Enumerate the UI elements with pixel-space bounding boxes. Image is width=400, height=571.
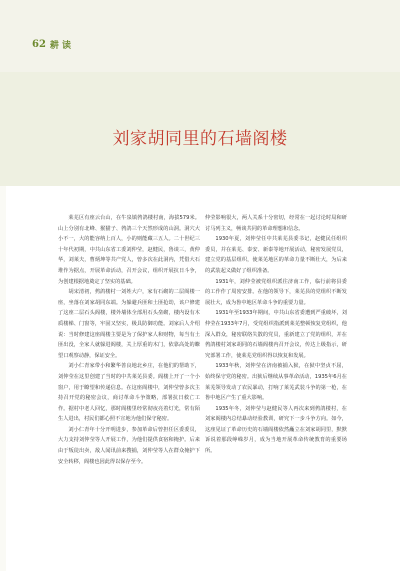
paragraph: 1933年秋，刘仲莹在济南被捕入狱，在狱中坚贞不屈，始终保守党的秘密。出狱后继续从事革命活动，1935年6月在莱芜领导发动了农民暴动，打响了莱芜武装斗争的第一枪，在鲁中地区产生了重大影响。 (205, 363, 347, 402)
paragraph: 1931年至1933年期间，中共山东省委遭到严重破坏，刘仲莹在1933年7月，受党组织指派到莱芜整顿恢复党组织，他深入群众，秘密联络失散的党员，重新建立了党的组织，并在鹁鸽楼村刘家胡同的石墙阁楼内召开会议，传达上级指示，研究部署工作，使莱芜党组织得以恢复和发展。 (205, 310, 347, 359)
running-header (32, 38, 71, 50)
paragraph: 1931年，刘仲莹被党组织派往济南工作，临行前将县委的工作作了周密安排。在他的领导下，莱芜县的党组织不断发展壮大，成为鲁中地区革命斗争的重要力量。 (205, 278, 347, 306)
section-name: 耕 读 (49, 40, 72, 51)
paragraph: 刘小仁青年十分开明进步，参加革命后曾担任区委委员，大力支持刘仲莹等人开展工作，为他们提供食宿和掩护。后来由于叛徒出卖，敌人闻讯前来搜捕，刘仲莹等人在群众掩护下安全转移，阁楼也因此得以保存至今。 (58, 426, 200, 465)
paragraph: 刘小仁青家带小和繁华善良地北乡庄，在他们的帮助下，刘仲莹在这里创建了当时的中共莱芜县委。阁楼上开了一个小窗户，用于瞭望和传递信息。在这座阁楼中，刘仲莹曾多次主持召开党的秘密会议，商讨革命斗争策略，部署抗日救亡工作。据村中老人回忆，那时阁楼里经常彻夜亮着灯光，常有陌生人进出，村民们都心照不宣地为他们保守秘密。 (58, 363, 200, 423)
article-title: 刘家胡同里的石墙阁楼 (112, 129, 288, 149)
right-column (205, 213, 347, 457)
paragraph: 仲莹影响很大，两人关系十分密切，经常在一起讨论时局和研讨马列主义，畅谈共同的革命理想和信念。 (205, 215, 347, 232)
paragraph: 莱芜区有座云台山，在牛泉镇鹁鸽楼村南，海拔579米。山上分别有北峰、猴猫子、鹁鸽三个天然形成的山洞。洞穴大小不一，大的能容纳上百人，小的则能藏三五人。二十世纪三十年代初期，中共山东省工委刘仲莹，赵健民，鲁谈三，黄仲华，刘莱夫，曹炳坤等共产党人，曾多次在此洞内，凭借大石堆作为据点，开展革命活动，召开会议，组织开展抗日斗争，为创建根据地奠定了坚实的基础。 (58, 215, 200, 285)
paragraph: 1935年冬，刘仲莹与赵健民等人再次来到鹁鸽楼村，在刘家阁楼内总结暴动经验教训，研究下一步斗争方向。如今，这座见证了革命历史的石墙阁楼依然矗立在刘家胡同里，默默诉说着那段峥嵘岁月，成为当地开展革命传统教育的重要场所。 (205, 405, 347, 455)
margin-strip (0, 186, 6, 571)
left-column (58, 213, 200, 467)
paragraph: 1930年夏，刘仲莹任中共莱芜县委书记，赵健民任组织委员，并在莱芜、泰安、新泰等地开展活动，秘密发展党员，建立党的基层组织，使莱芜地区的革命力量不断壮大，为后来的武装起义做好了组织准备。 (205, 236, 347, 274)
page-number: 62 (32, 38, 46, 50)
paragraph: 胡宋清初，鹁鸽楼村一刘姓大户，家有石砌的二层阁楼一座，坐落在刘家胡同东端。为躲避兵匪和土匪抢劫，该户修建了这座二层石头阁楼，楼外墙体全部用石头垒砌，楼内设有木质楼梯、门窗等，牢固又坚实，极具防御功能。刘家后人介绍说：当时修建这座阁楼主要是为了保护家人和财物，每当有土匪出没，全家人就躲进阁楼，关上厚重的木门，依靠高处的瞭望口观察动静，保证安全。 (58, 289, 200, 359)
header-band (0, 0, 400, 72)
